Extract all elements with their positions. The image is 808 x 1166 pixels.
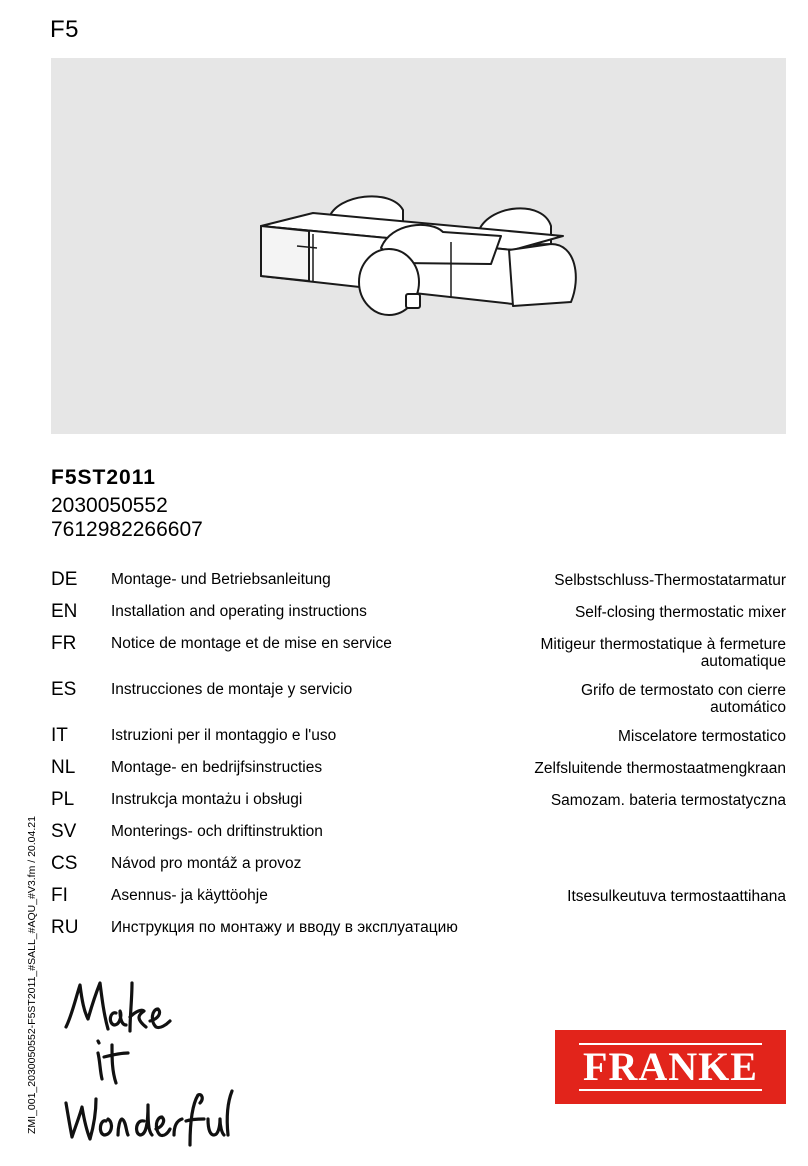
language-row bbox=[51, 724, 786, 748]
product-name: Mitigeur thermostatique à fermeture automatique bbox=[540, 636, 786, 670]
language-row bbox=[51, 916, 786, 940]
product-name: Itsesulkeutuva termostaattihana bbox=[567, 888, 786, 905]
make-it-wonderful-lettering bbox=[58, 975, 238, 1155]
language-row bbox=[51, 632, 786, 670]
instruction-title: Installation and operating instructions bbox=[111, 603, 367, 620]
ean-number: 7612982266607 bbox=[51, 518, 203, 541]
model-number: F5ST2011 bbox=[51, 466, 156, 489]
language-code: PL bbox=[51, 789, 75, 810]
logo-text: FRANKE bbox=[579, 1043, 762, 1091]
product-name: Miscelatore termostatico bbox=[618, 728, 786, 745]
language-code: ES bbox=[51, 679, 77, 700]
product-name bbox=[511, 820, 786, 824]
language-code: SV bbox=[51, 821, 77, 842]
language-code: NL bbox=[51, 757, 76, 778]
language-code: IT bbox=[51, 725, 68, 746]
language-row bbox=[51, 678, 786, 716]
instruction-title: Návod pro montáž a provoz bbox=[111, 855, 302, 872]
product-name: Zelfsluitende thermostaatmengkraan bbox=[534, 760, 786, 777]
language-row bbox=[51, 568, 786, 592]
language-row bbox=[51, 600, 786, 624]
instruction-title: Инструкция по монтажу и вводу в эксплуатацию bbox=[111, 919, 458, 936]
instruction-title: Montage- und Betriebsanleitung bbox=[111, 571, 331, 588]
language-code: CS bbox=[51, 853, 78, 874]
product-name bbox=[511, 852, 786, 856]
product-illustration bbox=[51, 58, 786, 434]
thermostat-cap bbox=[261, 226, 309, 281]
language-row bbox=[51, 852, 786, 876]
language-row bbox=[51, 788, 786, 812]
mixer-drawing bbox=[51, 58, 786, 434]
product-name: Grifo de termostato con cierre automático bbox=[580, 682, 786, 716]
instruction-title: Asennus- ja käyttöohje bbox=[111, 887, 268, 904]
language-table bbox=[51, 568, 786, 948]
document-reference: ZMI_001_2030050552-F5ST2011_#SALL_#AQU_#V3.fm / 20.04.21 bbox=[26, 816, 38, 1134]
language-code: FI bbox=[51, 885, 68, 906]
language-row bbox=[51, 884, 786, 908]
slogan-handwriting bbox=[58, 975, 238, 1160]
series-title: F5 bbox=[50, 16, 80, 43]
language-code: RU bbox=[51, 917, 79, 938]
instruction-title: Montage- en bedrijfsinstructies bbox=[111, 759, 323, 776]
product-name: Selbstschluss-Thermostatarmatur bbox=[554, 572, 786, 589]
language-code: DE bbox=[51, 569, 78, 590]
language-code: EN bbox=[51, 601, 78, 622]
instruction-title: Notice de montage et de mise en service bbox=[111, 635, 392, 652]
language-row bbox=[51, 756, 786, 780]
product-name: Self-closing thermostatic mixer bbox=[574, 604, 786, 621]
instruction-title: Istruzioni per il montaggio e l'uso bbox=[111, 727, 337, 744]
right-handle bbox=[509, 244, 576, 306]
instruction-title: Monterings- och driftinstruktion bbox=[111, 823, 323, 840]
outlet bbox=[406, 294, 420, 308]
product-name bbox=[631, 916, 786, 920]
article-number: 2030050552 bbox=[51, 494, 168, 517]
instruction-title: Instrucciones de montaje y servicio bbox=[111, 681, 353, 698]
product-name: Samozam. bateria termostatyczna bbox=[550, 792, 786, 809]
language-row bbox=[51, 820, 786, 844]
instruction-title: Instrukcja montażu i obsługi bbox=[111, 791, 303, 808]
language-code: FR bbox=[51, 633, 77, 654]
franke-logo bbox=[555, 1030, 786, 1104]
